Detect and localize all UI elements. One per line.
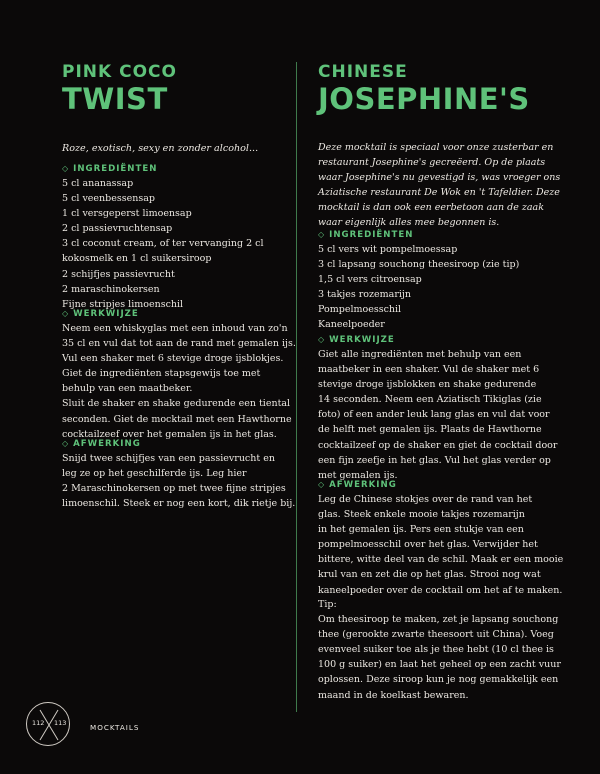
right-heading-werkwijze: ◇ WERKWIJZE [318,335,395,345]
right-tip: Tip: Om theesiroop te maken, zet je lapsang souchong thee (gerookte zwarte theesoort uit China). Voeg evenveel suiker toe als je thee hebt (10 cl thee is 100 g suiker) en laat het geheel op een zacht vuur oplossen. Deze siroop kun je nog gemakkelijk een maand in de koelkast bewaren. [318,599,561,701]
list-item: 2 cl passievruchtensap [62,223,173,235]
diamond-icon: ◇ [62,164,70,173]
right-afwerking-text: Leg de Chinese stokjes over de rand van het glas. Steek enkele mooie takjes rozemarijn in het gemalen ijs. Pers een stukje van een pompelmoesschil over het glas. Verwijder het bittere, witte deel van de schil. Maak er een mooie krul van en zet die op het glas. Strooi nog wat kaneelpoeder over de cocktail om het af te maken. [318,494,564,596]
left-afwerking-text: Snijd twee schijfjes van een passievrucht en leg ze op het geschilferde ijs. Leg hier 2 Maraschinokersen op met twee fijne stripjes limoenschil. Steek er nog een kort, dik rietje bij. [62,453,296,510]
left-heading-werkwijze: ◇ WERKWIJZE [62,309,139,319]
right-werkwijze-text: Giet alle ingrediënten met behulp van een maatbeker in een shaker. Vul de shaker met 6 stevige droge ijsblokken en shake gedurende 14 seconden. Neem een Aziatisch Tikiglas (zie foto) of een ander leuk lang glas en vul dat voor de helft met gemalen ijs. Plaats de Hawthorne cocktailzeef op de shaker en giet de cocktail door een fijn zeefje in het glas. Vul het glas verder op met gemalen ijs. [318,349,558,481]
list-item: 2 schijfjes passievrucht [62,268,175,280]
left-heading-ingredients: ◇ INGREDIËNTEN [62,164,158,174]
list-item: kokosmelk en 1 cl suikersiroop [62,253,212,265]
right-ingredients-list [318,242,519,333]
list-item: 3 takjes rozemarijn [318,289,411,301]
list-item: 5 cl ananassap [62,178,134,189]
left-intro: Roze, exotisch, sexy en zonder alcohol... [62,143,259,154]
right-heading-afwerking: ◇ AFWERKING [318,480,397,490]
list-item: Fijne stripjes limoenschil [62,298,184,310]
diamond-icon: ◇ [62,439,70,448]
right-intro: Deze mocktail is speciaal voor onze zusterbar en restaurant Josephine's gecreëerd. Op de plaats waar Josephine's nu gevestigd is, was vroeger ons Aziatische restaurant De Wok en 't Tafeldier. Deze mocktail is dan ook een eerbetoon aan de zaak waar eigenlijk alles mee begonnen is. [318,142,561,229]
left-heading-afwerking: ◇ AFWERKING [62,439,141,449]
left-werkwijze-text: Neem een whiskyglas met een inhoud van zo'n 35 cl en vul dat tot aan de rand met gemalen ijs. Vul een shaker met 6 stevige droge ijsblokjes. Giet de ingrediënten stapsgewijs toe met behulp van een maatbeker. Sluit de shaker en shake gedurende een tiental seconden. Giet de mocktail met een Hawthorne cocktailzeef over het gemalen ijs in het glas. [62,323,296,440]
section-label: MOCKTAILS [90,723,140,732]
diamond-icon: ◇ [318,480,326,489]
tip-label: Tip: [318,599,337,610]
left-ingredients-list [62,176,264,312]
list-item: Kaneelpoeder [318,319,385,331]
list-item: 1 cl versgeperst limoensap [62,208,192,220]
list-item: 2 maraschinokersen [62,283,160,295]
left-title-line2: TWIST [62,82,168,116]
list-item: 1,5 cl vers citroensap [318,274,422,286]
diamond-icon: ◇ [318,335,326,344]
list-item: 5 cl veenbessensap [62,193,155,205]
diamond-icon: ◇ [318,230,326,239]
right-title-line2: JOSEPHINE'S [318,82,530,116]
page-number-left: 112 [32,719,45,727]
column-divider [296,62,297,712]
list-item: Pompelmoesschil [318,304,402,316]
right-heading-ingredients: ◇ INGREDIËNTEN [318,230,414,240]
list-item: 5 cl vers wit pompelmoessap [318,244,458,255]
list-item: 3 cl lapsang souchong theesiroop (zie tip) [318,259,520,271]
right-title-line1: CHINESE [318,62,408,82]
diamond-icon: ◇ [62,309,70,318]
left-title-line1: PINK COCO [62,62,177,82]
list-item: 3 cl coconut cream, of ter vervanging 2 cl [62,238,264,250]
crossed-chopsticks-icon [26,702,70,746]
page-number-right: 113 [54,719,67,727]
